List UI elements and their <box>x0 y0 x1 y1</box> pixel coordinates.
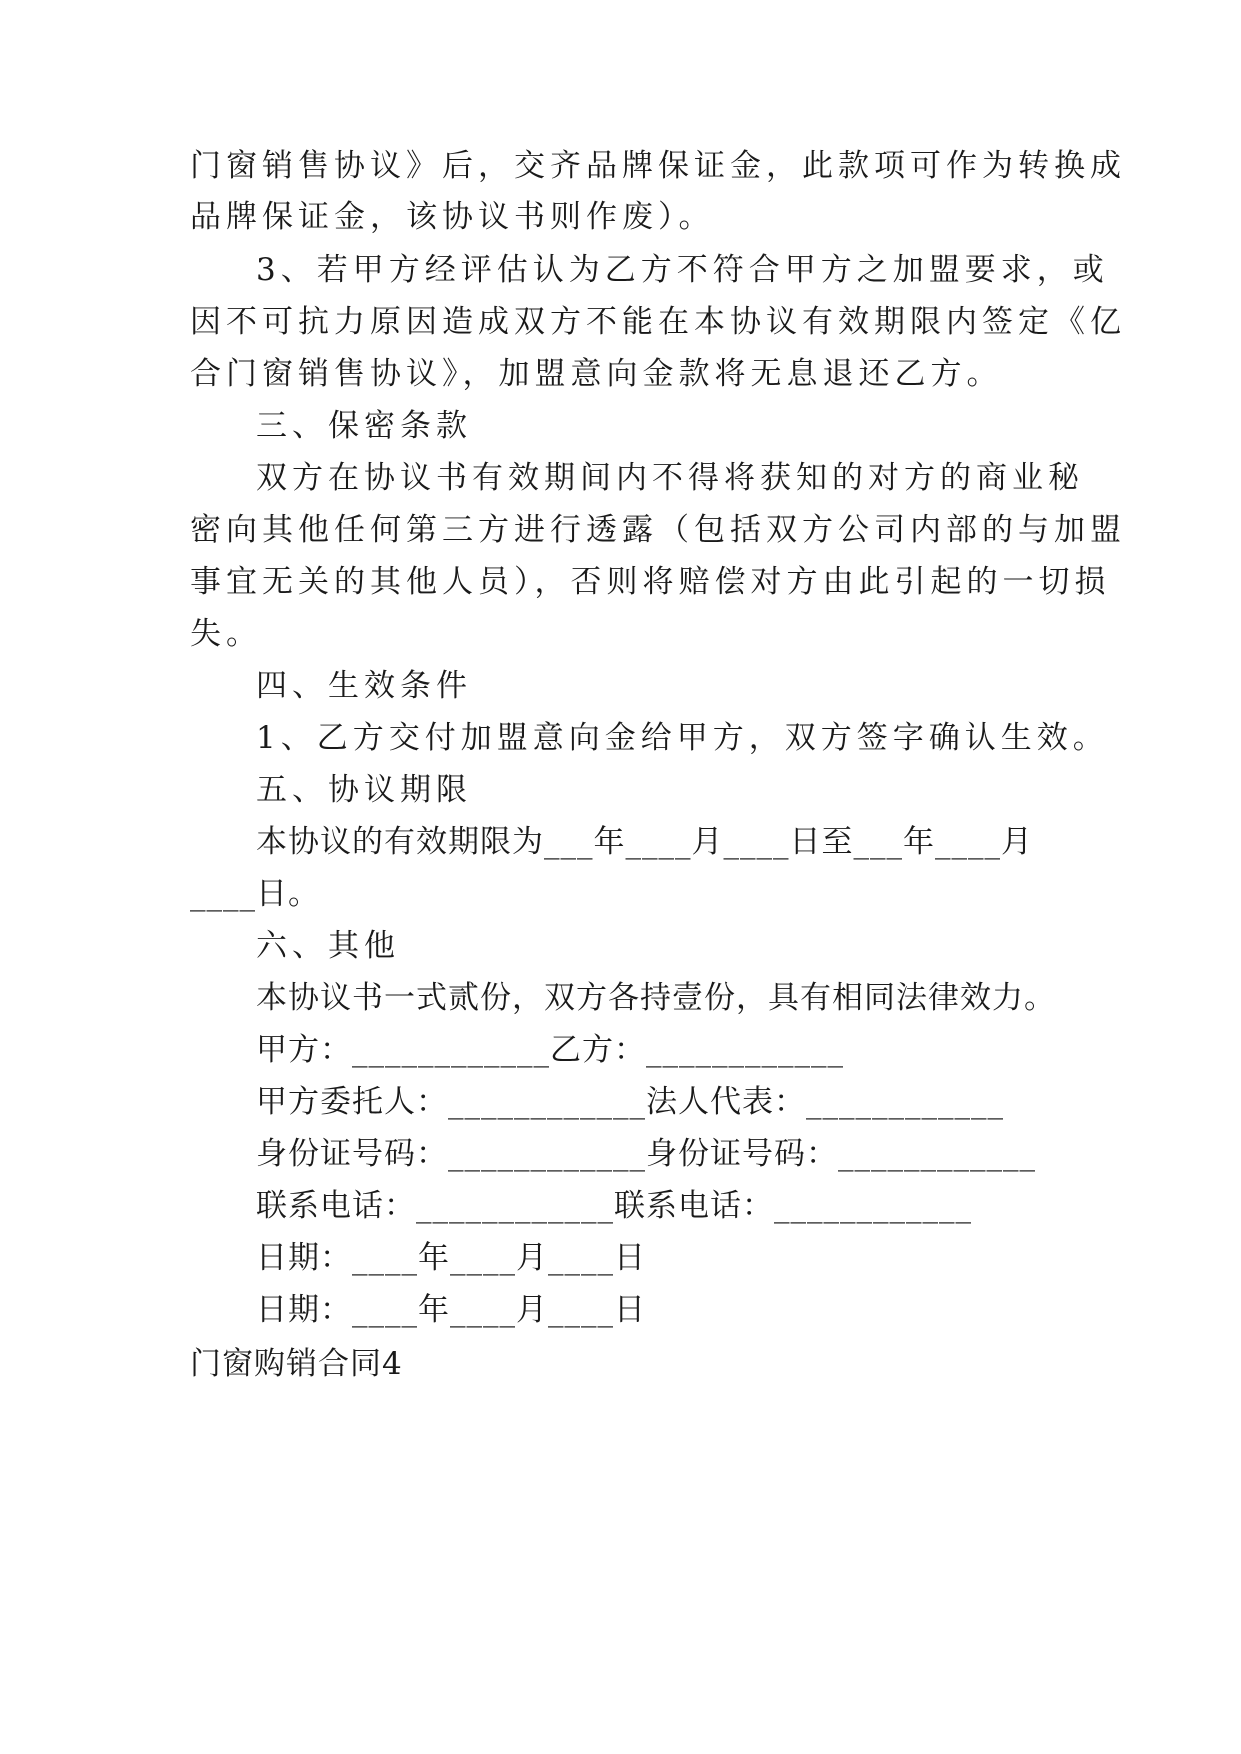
paragraph-line: 本协议书一式贰份，双方各持壹份，具有相同法律效力。 <box>256 980 1056 1016</box>
date-line: 日期：____年____月____日 <box>256 1292 646 1328</box>
paragraph-line: 品牌保证金，该协议书则作废）。 <box>190 199 715 235</box>
date-line: 日期：____年____月____日 <box>256 1240 646 1276</box>
signature-line: 甲方：____________乙方：____________ <box>256 1032 844 1068</box>
signature-line: 甲方委托人：____________法人代表：____________ <box>256 1084 1004 1120</box>
document-title: 门窗购销合同4 <box>190 1346 403 1382</box>
paragraph-line: ____日。 <box>190 876 320 912</box>
section-heading: 四、生效条件 <box>256 668 472 704</box>
section-heading: 三、保密条款 <box>256 408 472 444</box>
paragraph-line: 事宜无关的其他人员），否则将赔偿对方由此引起的一切损 <box>190 564 1111 600</box>
paragraph-line: 本协议的有效期限为___年____月____日至___年____月 <box>256 824 1033 860</box>
paragraph-line: 失。 <box>190 616 262 652</box>
paragraph-line: 双方在协议书有效期间内不得将获知的对方的商业秘 <box>256 460 1084 496</box>
paragraph-line: 1、乙方交付加盟意向金给甲方，双方签字确认生效。 <box>256 720 1109 756</box>
section-heading: 六、其他 <box>256 928 400 964</box>
signature-line: 联系电话：____________联系电话：____________ <box>256 1188 972 1224</box>
signature-line: 身份证号码：____________身份证号码：____________ <box>256 1136 1036 1172</box>
paragraph-line: 密向其他任何第三方进行透露（包括双方公司内部的与加盟 <box>190 512 1126 548</box>
paragraph-line: 合门窗销售协议》，加盟意向金款将无息退还乙方。 <box>190 356 1003 392</box>
paragraph-line: 3、若甲方经评估认为乙方不符合甲方之加盟要求，或 <box>256 252 1109 288</box>
paragraph-line: 门窗销售协议》后，交齐品牌保证金，此款项可作为转换成 <box>190 148 1126 184</box>
paragraph-line: 因不可抗力原因造成双方不能在本协议有效期限内签定《亿 <box>190 304 1126 340</box>
section-heading: 五、协议期限 <box>256 772 472 808</box>
